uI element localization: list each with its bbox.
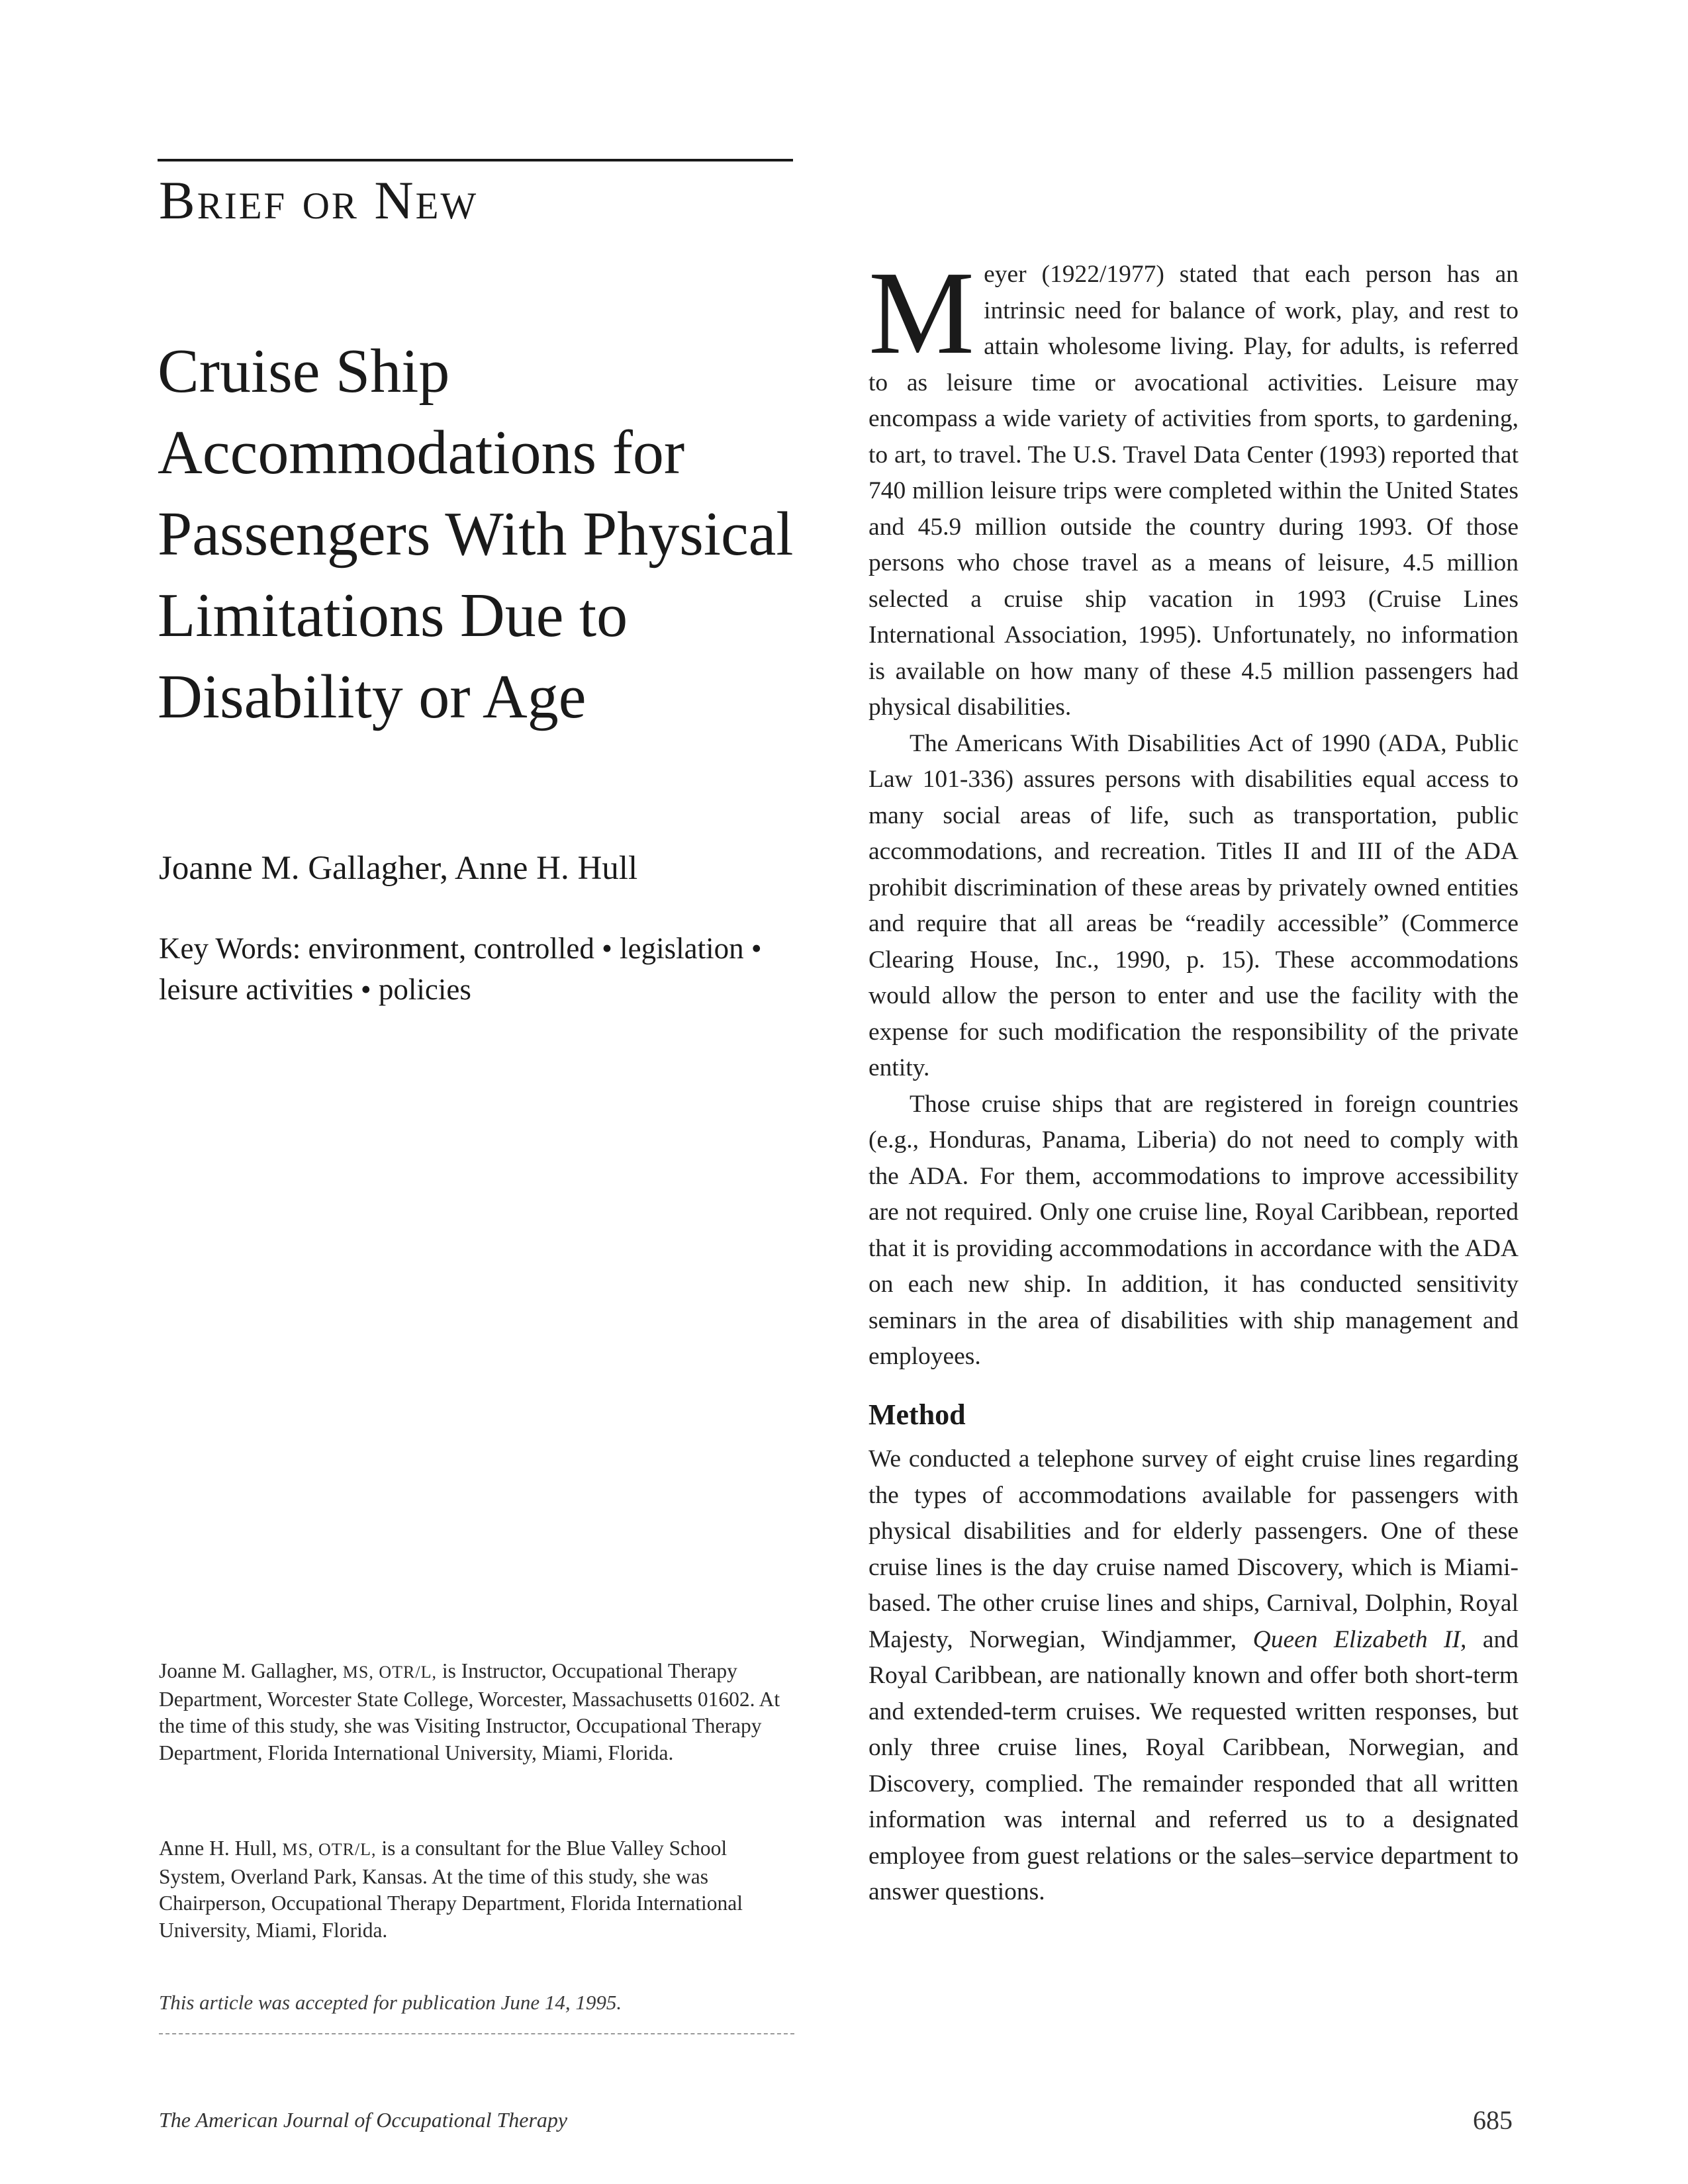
body-paragraph-foreign: Those cruise ships that are registered in foreign countries (e.g., Honduras, Panama, Liberia) do not need to comply with the ADA. For them, accommodations to improve accessibility are not required. Only one cruise line, Royal Caribbean, reported that it is providing accommodations in accordance with the ADA on each new ship. In addition, it has conducted sensitivity seminars in the area of disabilities with ship management and employees.: [868, 1090, 1519, 1370]
author-bio-gallagher: [159, 1658, 794, 1766]
section-label: Brief or New: [159, 170, 479, 230]
author-list: Joanne M. Gallagher, Anne H. Hull: [159, 850, 638, 887]
method-text-part-1: We conducted a telephone survey of eight cruise lines regarding the types of accommodations available for passengers with physical disabilities and for elderly passengers. One of these cruise lines is the day cruise named Discovery, which is Miami-based. The other cruise lines and ships, Carnival, Dolphin, Royal Majesty, Norwegian, Windjammer,: [868, 1445, 1519, 1653]
acceptance-note: This article was accepted for publication June 14, 1995.: [159, 1991, 622, 2014]
bio-text: is Instructor, Occupational Therapy Department, Worcester State College, Worcester, Massachusetts 01602. At the time of this study, she was Visiting Instructor, Occupational Therapy Department, Florida International University, Miami, Florida.: [159, 1659, 780, 1764]
body-paragraph-method: [868, 1441, 1519, 1911]
bio-text: is a consultant for the Blue Valley School System, Overland Park, Kansas. At the time of this study, she was Chairperson, Occupational Therapy Department, Florida International University, Miami, Florida.: [159, 1837, 743, 1942]
page-number: 685: [1473, 2105, 1513, 2135]
keywords: Key Words: environment, controlled • legislation • leisure activities • policies: [159, 932, 762, 1006]
bio-credentials: MS, OTR/L,: [282, 1840, 377, 1859]
body-paragraph-ada: The Americans With Disabilities Act of 1990 (ADA, Public Law 101-336) assures persons with disabilities equal access to many social areas of life, such as transportation, public accommodations, and recreation. Titles II and III of the ADA prohibit discrimination of these areas by privately owned entities and require that all areas be “readily accessible” (Commerce Clearing House, Inc., 1990, p. 15). These accommodations would allow the person to enter and use the facility with the expense for such modification the responsibility of the private entity.: [868, 729, 1519, 1081]
article-title: Cruise Ship Accommodations for Passengers With Physical Limitations Due to Disability or Age: [158, 337, 794, 731]
dashed-divider: [159, 2033, 794, 2034]
footer-journal-name: The American Journal of Occupational Therapy: [159, 2108, 568, 2132]
body-paragraph-intro: Meyer (1922/1977) stated that each person has an intrinsic need for balance of work, play, and rest to attain wholesome living. Play, for adults, is referred to as leisure time or avocational activities. Leisure may encompass a wide variety of activities from sports, to gardening, to art, to travel. The U.S. Travel Data Center (1993) reported that 740 million leisure trips were completed within the United States and 45.9 million outside the country during 1993. Of those persons who chose travel as a means of leisure, 4.5 million selected a cruise ship vacation in 1993 (Cruise Lines International Association, 1995). Unfortunately, no information is available on how many of these 4.5 million passengers had physical disabilities.: [868, 247, 1519, 721]
method-text-part-2: and Royal Caribbean, are nationally known and offer both short-term and extended-term cruises. We requested written responses, but only three cruise lines, Royal Caribbean, Norwegian, and Discovery, complied. The remainder responded that all written information was internal and referred us to a designated employee from guest relations or the sales–service department to answer questions.: [868, 1625, 1519, 1906]
method-heading: Method: [868, 1398, 966, 1431]
ship-name: Queen Elizabeth II,: [1252, 1625, 1467, 1653]
section-rule: [158, 159, 793, 161]
bio-name: Anne H. Hull,: [159, 1837, 277, 1860]
author-bio-hull: [159, 1835, 794, 1944]
bio-credentials: MS, OTR/L,: [342, 1662, 437, 1682]
bio-name: Joanne M. Gallagher,: [159, 1659, 338, 1682]
body-column: [868, 247, 1519, 1911]
